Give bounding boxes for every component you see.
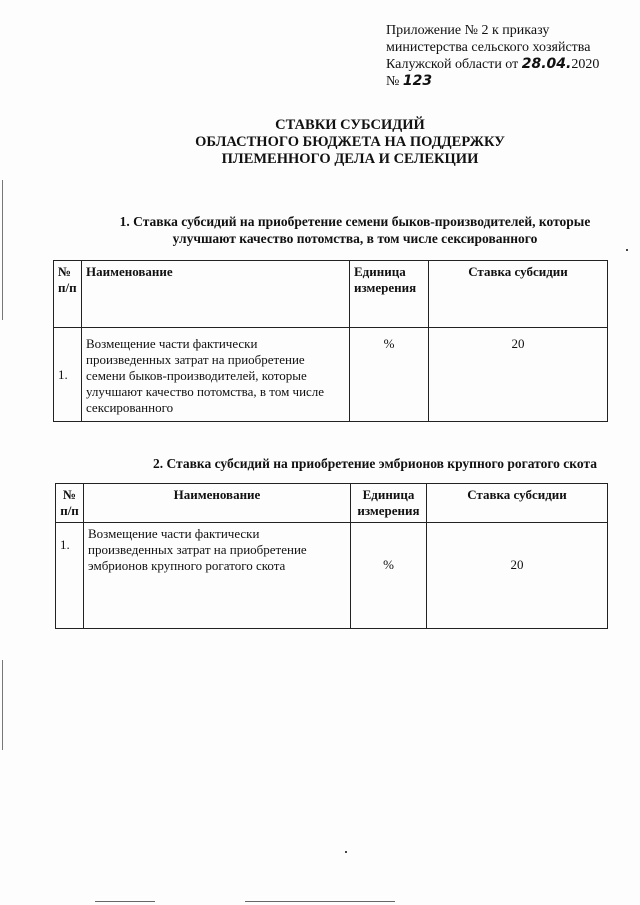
appendix-line-1: Приложение № 2 к приказу (386, 23, 550, 38)
scan-footer-line (245, 901, 395, 902)
section-2-heading (70, 455, 630, 472)
header-rate: Ставка субсидии (429, 261, 608, 328)
appendix-line-2: министерства сельского хозяйства (386, 40, 591, 55)
header-unit: Единица измерения (351, 484, 427, 523)
appendix-line-4 (386, 73, 626, 90)
table-header-row (54, 261, 608, 328)
row-unit: % (351, 523, 427, 629)
section-1-heading (70, 213, 610, 247)
title-line-3: ПЛЕМЕННОГО ДЕЛА И СЕЛЕКЦИИ (221, 151, 479, 167)
scan-speck (345, 851, 347, 853)
scan-speck (626, 249, 628, 251)
row-name: Возмещение части фактически произведенных затрат на приобретение эмбрионов крупного рогатого скота (84, 523, 351, 629)
row-rate: 20 (429, 328, 608, 422)
appendix-header (386, 22, 626, 90)
appendix-date-prefix: Калужской области от (386, 57, 522, 72)
row-num: 1. (54, 328, 82, 422)
header-rate: Ставка субсидии (427, 484, 608, 523)
header-name: Наименование (84, 484, 351, 523)
header-num: № п/п (56, 484, 84, 523)
section-1-table (53, 260, 608, 422)
handwritten-date: 28.04. (521, 56, 572, 72)
scan-footer-line (95, 901, 155, 902)
scan-edge-mark (2, 660, 3, 750)
section-1-heading-line-2: улучшают качество потомства, в том числе сексированного (172, 231, 538, 246)
table-header-row (56, 484, 608, 523)
document-title (120, 117, 580, 168)
handwritten-number: 123 (402, 73, 433, 89)
row-name: Возмещение части фактически произведенных затрат на приобретение семени быков-производителей, которые улучшают качество потомства, в том числе сексированного (82, 328, 350, 422)
appendix-number-prefix: № (386, 74, 403, 89)
header-unit: Единица измерения (350, 261, 429, 328)
appendix-line-3 (386, 56, 626, 73)
table-row (56, 523, 608, 629)
scan-edge-mark (2, 180, 3, 320)
title-line-1: СТАВКИ СУБСИДИЙ (275, 117, 425, 133)
table-row (54, 328, 608, 422)
appendix-year: 2020 (571, 57, 600, 72)
row-num: 1. (56, 523, 84, 629)
title-line-2: ОБЛАСТНОГО БЮДЖЕТА НА ПОДДЕРЖКУ (195, 134, 505, 150)
section-2-table (55, 483, 608, 629)
row-unit: % (350, 328, 429, 422)
section-2-heading-line: 2. Ставка субсидий на приобретение эмбрионов крупного рогатого скота (152, 456, 598, 471)
section-1-heading-line-1: 1. Ставка субсидий на приобретение семени быков-производителей, которые (119, 214, 591, 229)
header-num: № п/п (54, 261, 82, 328)
header-name: Наименование (82, 261, 350, 328)
row-rate: 20 (427, 523, 608, 629)
